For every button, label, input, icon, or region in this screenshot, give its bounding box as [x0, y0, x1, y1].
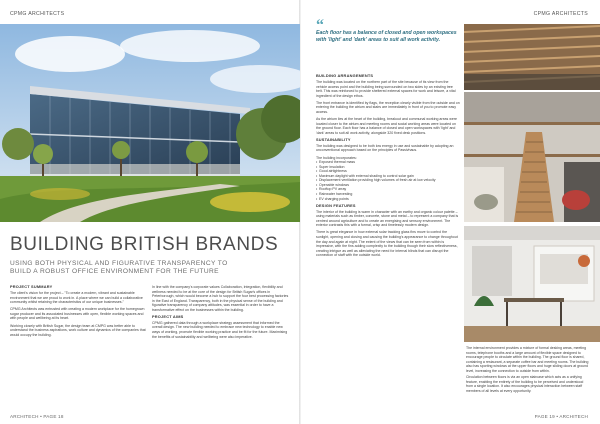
office-interior-photo: [464, 226, 600, 342]
paragraph: In line with the company's corporate values Collaboration, Integration, flexibility and wellness needed to be at the core of the design for British Sugar's offices in Peterborough, which would become a hub to support the four best processing factories in the East of England. Transparency, both in the physical sense of the building and figurative transparency of company attitudes, was essential in order to have a transformative effect on the businesses within the building.: [152, 285, 289, 312]
list-item: • EV charging points: [316, 197, 460, 202]
project-aims-heading: PROJECT AIMS: [152, 313, 184, 319]
sustainability-heading: SUSTAINABILITY: [316, 136, 351, 142]
pull-quote: Each floor has a balance of closed and open workspaces with 'light' and 'dark' areas to suit all work activity.: [316, 30, 457, 43]
atrium-staircase-photo: [464, 92, 600, 222]
quote-mark-icon: “: [316, 17, 324, 34]
paragraph: The front entrance is identified by flags, the reception clearly visible from the outside and on entering the building the atrium and stairs are immediately in front of you to promote easy access.: [316, 100, 460, 114]
paragraph: CPMG gathered data through a workplace strategy assessment that informed the overall design. The new building needed to embrace new technology to enable new ways of working, promote flexible working practice and be fit for the future. Maximising the benefits of sustainability and wellbeing were also imperative.: [152, 320, 288, 339]
paragraph: The interior of the building is warm in character with an earthy and organic colour palette – using materials such as timber, concrete, stone and metal – to represent a company that is centred around agriculture and to create an energising and sensory environment. The exterior contrasts this with a formal, crisp and timelessly modern design.: [316, 209, 459, 228]
paragraph: CPMG Architects was entrusted with creating a modern workplace for the homegrown sugar producer and its associated businesses with open, flexible working spaces and with people and wellbeing at its heart.: [10, 307, 145, 321]
right-page-footer: PAGE 19 • ARCHITECH: [534, 414, 588, 419]
design-features-heading: DESIGN FEATURES: [316, 202, 356, 208]
building-arrangements-heading: BUILDING ARRANGEMENTS: [316, 73, 374, 78]
list-item: • Super insulation: [316, 165, 460, 170]
list-item: • Exposed thermal mass: [316, 160, 460, 165]
paragraph: Circulation between floors is via an open staircase which acts as a unifying feature, enabling the entirety of the building to be perceived and understood from a single location. It also encourages physical interaction between staff members of all levels at every opportunity.: [466, 375, 584, 393]
photo-caption: [466, 346, 590, 396]
paragraph: As the atrium lies at the heart of the building, breakout and communal working areas were located closer to the atrium and meeting rooms and social working areas were located on the ground floor. Each floor has a balance of closed and open workspaces with 'light' and 'dark' areas to suit all work activity, alongside 320 fixed desk positions.: [316, 117, 457, 135]
feature-list: [316, 160, 460, 201]
right-column: [316, 74, 460, 260]
left-running-header: CPMG ARCHITECTS: [10, 11, 65, 17]
list-item: • Rooftop PV array: [316, 187, 460, 192]
list-item: • Good airtightness: [316, 169, 460, 174]
article-headline: BUILDING BRITISH BRANDS: [10, 234, 279, 255]
paragraph: There is great elegance in how external solar tracking glass fins move to control the sunlight, opening and closing and causing the building's appearance to change throughout the day and again at night. The extent of the views that can be seen from within is impressive, with the fins adding complexity to the building though their slow reflectiveness, creating intrigue as well as alleviating the need for internal blinds that can disrupt the connection of staff with the outside world.: [316, 230, 458, 258]
list-item: • Openable windows: [316, 183, 460, 188]
paragraph: The building was located on the northern part of the site because of its view from the vehicle access point and the building being surrounded on two sides by an existing tree belt. This was reinforced to provide sheltered external spaces for work and leisure, a vital ingredient of the design ethos.: [316, 80, 456, 98]
project-summary-heading: PROJECT SUMMARY: [10, 284, 53, 289]
paragraph: The building incorporates:: [316, 155, 357, 160]
paragraph: The client's vision for the project – "To create a modern, vibrant and sustainable environment that we are proud to work in. A place where we can build a collaborative community whilst retaining the characteristics of our unique businesses.": [10, 291, 143, 305]
paragraph: Working closely with British Sugar, the design team at CMPG was better able to understand the business aspirations, work culture and dynamics of the companies that would occupy the building.: [10, 323, 146, 337]
left-column-2: [152, 285, 290, 342]
ceiling-photo: [464, 24, 600, 90]
article-subhead: USING BOTH PHYSICAL AND FIGURATIVE TRANSPARENCY TO BUILD A ROBUST OFFICE ENVIRONMENT FOR THE FUTURE: [10, 260, 228, 275]
list-item: • Rainwater harvesting: [316, 192, 460, 197]
paragraph: The internal environment provides a mixture of formal desking areas, meeting rooms, telephone booths and a large amount of flexible space designed to encourage people to circulate within the building. The ground floor is shared, containing a restaurant, a separate coffee bar and meeting rooms. The building also has sporting windows at the upper floors and huge sliding doors at ground level, increasing the connection to outside from within.: [466, 346, 589, 373]
paragraph: The building was designed to be both low energy in use and sustainable by adopting an unconventional approach based on the principles of Passivhaus.: [316, 143, 454, 153]
building-exterior-photo: [0, 24, 300, 222]
left-page-footer: ARCHITECH • PAGE 18: [10, 414, 64, 419]
list-item: • Maximum daylight with external shading to control solar gain: [316, 174, 460, 179]
left-column-1: [10, 285, 146, 340]
list-item: • Displacement ventilation providing high volumes of fresh air at low velocity: [316, 178, 460, 183]
right-running-header: CPMG ARCHITECTS: [533, 11, 588, 17]
